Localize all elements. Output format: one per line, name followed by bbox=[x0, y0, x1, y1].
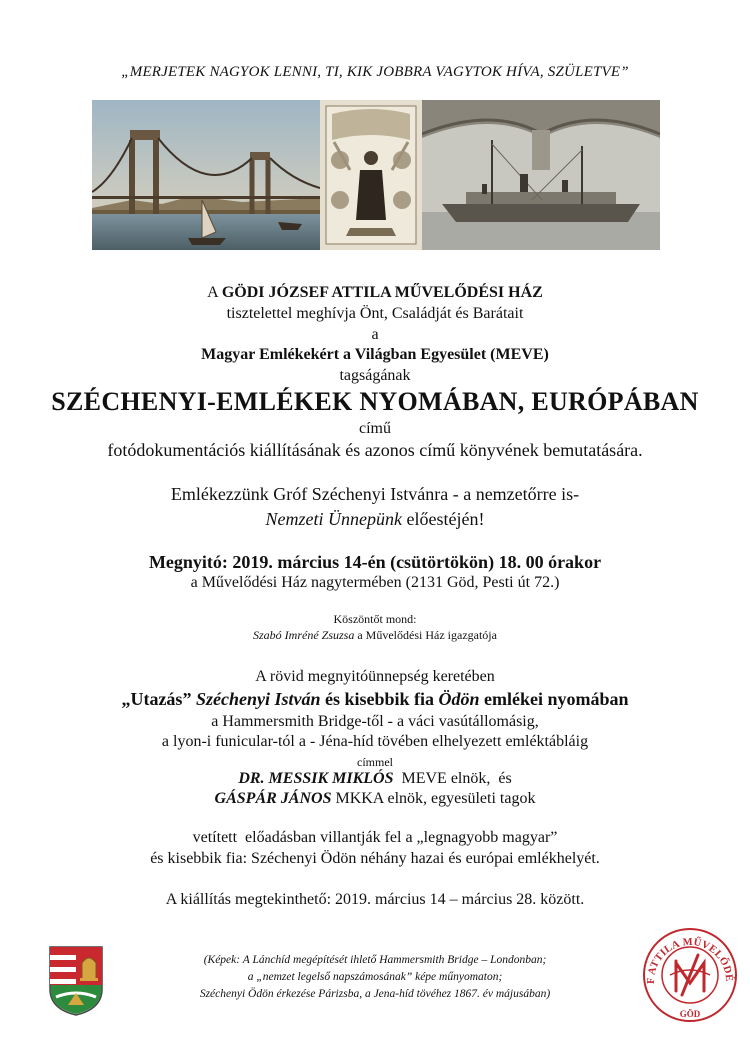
photo-strip bbox=[92, 100, 660, 250]
program-title: „Utazás” Széchenyi István és kisebbik fia Ödön emlékei nyomában bbox=[121, 689, 629, 709]
opening-line: Megnyitó: 2019. március 14-én (csütörtökön) 18. 00 órakor bbox=[148, 552, 602, 572]
coat-of-arms-icon bbox=[48, 945, 104, 1017]
portrait-print-image bbox=[320, 100, 422, 250]
svg-text:JÓZSEF ATTILA MŰVELŐDÉSI HÁZ: F ATTILA MŰVELŐDÉ bbox=[645, 936, 735, 985]
invite-prefix: A bbox=[207, 284, 222, 301]
event-title: SZÉCHENYI-EMLÉKEK NYOMÁBAN, EURÓPÁBAN bbox=[51, 387, 699, 416]
program-line-9: és kisebbik fia: Széchenyi Ödön néhány hazai és európai emlékhelyét. bbox=[150, 850, 600, 867]
steamboat-image bbox=[422, 100, 660, 250]
memorial-line-1: Emlékezzünk Gróf Széchenyi Istvánra - a nemzetőrre is- bbox=[170, 484, 580, 504]
caption-line-1: (Képek: A Lánchíd megépítését ihlető Hammersmith Bridge – Londonban; bbox=[203, 954, 547, 966]
speaker-1: DR. MESSIK MIKLÓS MEVE elnök, és bbox=[238, 770, 512, 787]
invite-line-1 bbox=[0, 284, 750, 302]
invite-line-5: tagságának bbox=[339, 367, 411, 384]
svg-text:GÖD: GÖD bbox=[679, 1009, 701, 1019]
organizer-name: GÖDI JÓZSEF ATTILA MŰVELŐDÉSI HÁZ bbox=[221, 284, 543, 301]
caption-line-3: Széchenyi Ödön érkezése Párizsba, a Jena-híd tövéhez 1867. év májusában) bbox=[199, 988, 551, 1000]
greeting-name: Szabó Imréné Zsuzsa bbox=[253, 628, 355, 642]
speaker-2: GÁSPÁR JÁNOS MKKA elnök, egyesületi tagok bbox=[214, 790, 536, 807]
association-name: Magyar Emlékekért a Világban Egyesület (MEVE) bbox=[201, 346, 549, 363]
speaker-2-name: GÁSPÁR JÁNOS bbox=[214, 790, 332, 807]
cultural-house-logo bbox=[640, 925, 740, 1025]
opening-venue: a Művelődési Ház nagytermében (2131 Göd, Pesti út 72.) bbox=[190, 574, 560, 591]
invite-line-3: a bbox=[371, 326, 379, 343]
caption-line-2: a „nemzet legelső napszámosának” képe műnyomaton; bbox=[247, 971, 503, 983]
memorial-line-2: Nemzeti Ünnepünk előestéjén! bbox=[265, 509, 485, 529]
speaker-1-name: DR. MESSIK MIKLÓS bbox=[238, 770, 394, 787]
exhibition-dates: A kiállítás megtekinthető: 2019. március 14 – március 28. között. bbox=[165, 891, 585, 908]
program-line-1: A rövid megnyitóünnepség keretében bbox=[255, 668, 495, 685]
greeting-speaker: Szabó Imréné Zsuzsa a Művelődési Ház igazgatója bbox=[253, 628, 497, 642]
motto: „MERJETEK NAGYOK LENNI, TI, KIK JOBBRA VAGYTOK HÍVA, SZÜLETVE” bbox=[121, 64, 629, 80]
program-line-4: a lyon-i funicular-tól a - Jéna-híd tövében elhelyezett emléktábláig bbox=[161, 733, 589, 750]
program-line-5: címmel bbox=[357, 755, 393, 769]
invite-line-7: fotódokumentációs kiállításának és azonos című könyvének bemutatására. bbox=[107, 440, 643, 460]
invite-line-6: című bbox=[359, 420, 391, 437]
invite-line-2: tisztelettel meghívja Önt, Családját és Barátait bbox=[226, 305, 524, 322]
program-line-3: a Hammersmith Bridge-től - a váci vasútállomásig, bbox=[211, 713, 539, 730]
national-holiday: Nemzeti Ünnepünk bbox=[265, 509, 402, 529]
program-line-8: vetített előadásban villantják fel a „legnagyobb magyar” bbox=[192, 829, 558, 846]
greeting-label: Köszöntőt mond: bbox=[333, 612, 417, 626]
chain-bridge-image bbox=[92, 100, 320, 250]
image-caption bbox=[140, 952, 610, 1003]
